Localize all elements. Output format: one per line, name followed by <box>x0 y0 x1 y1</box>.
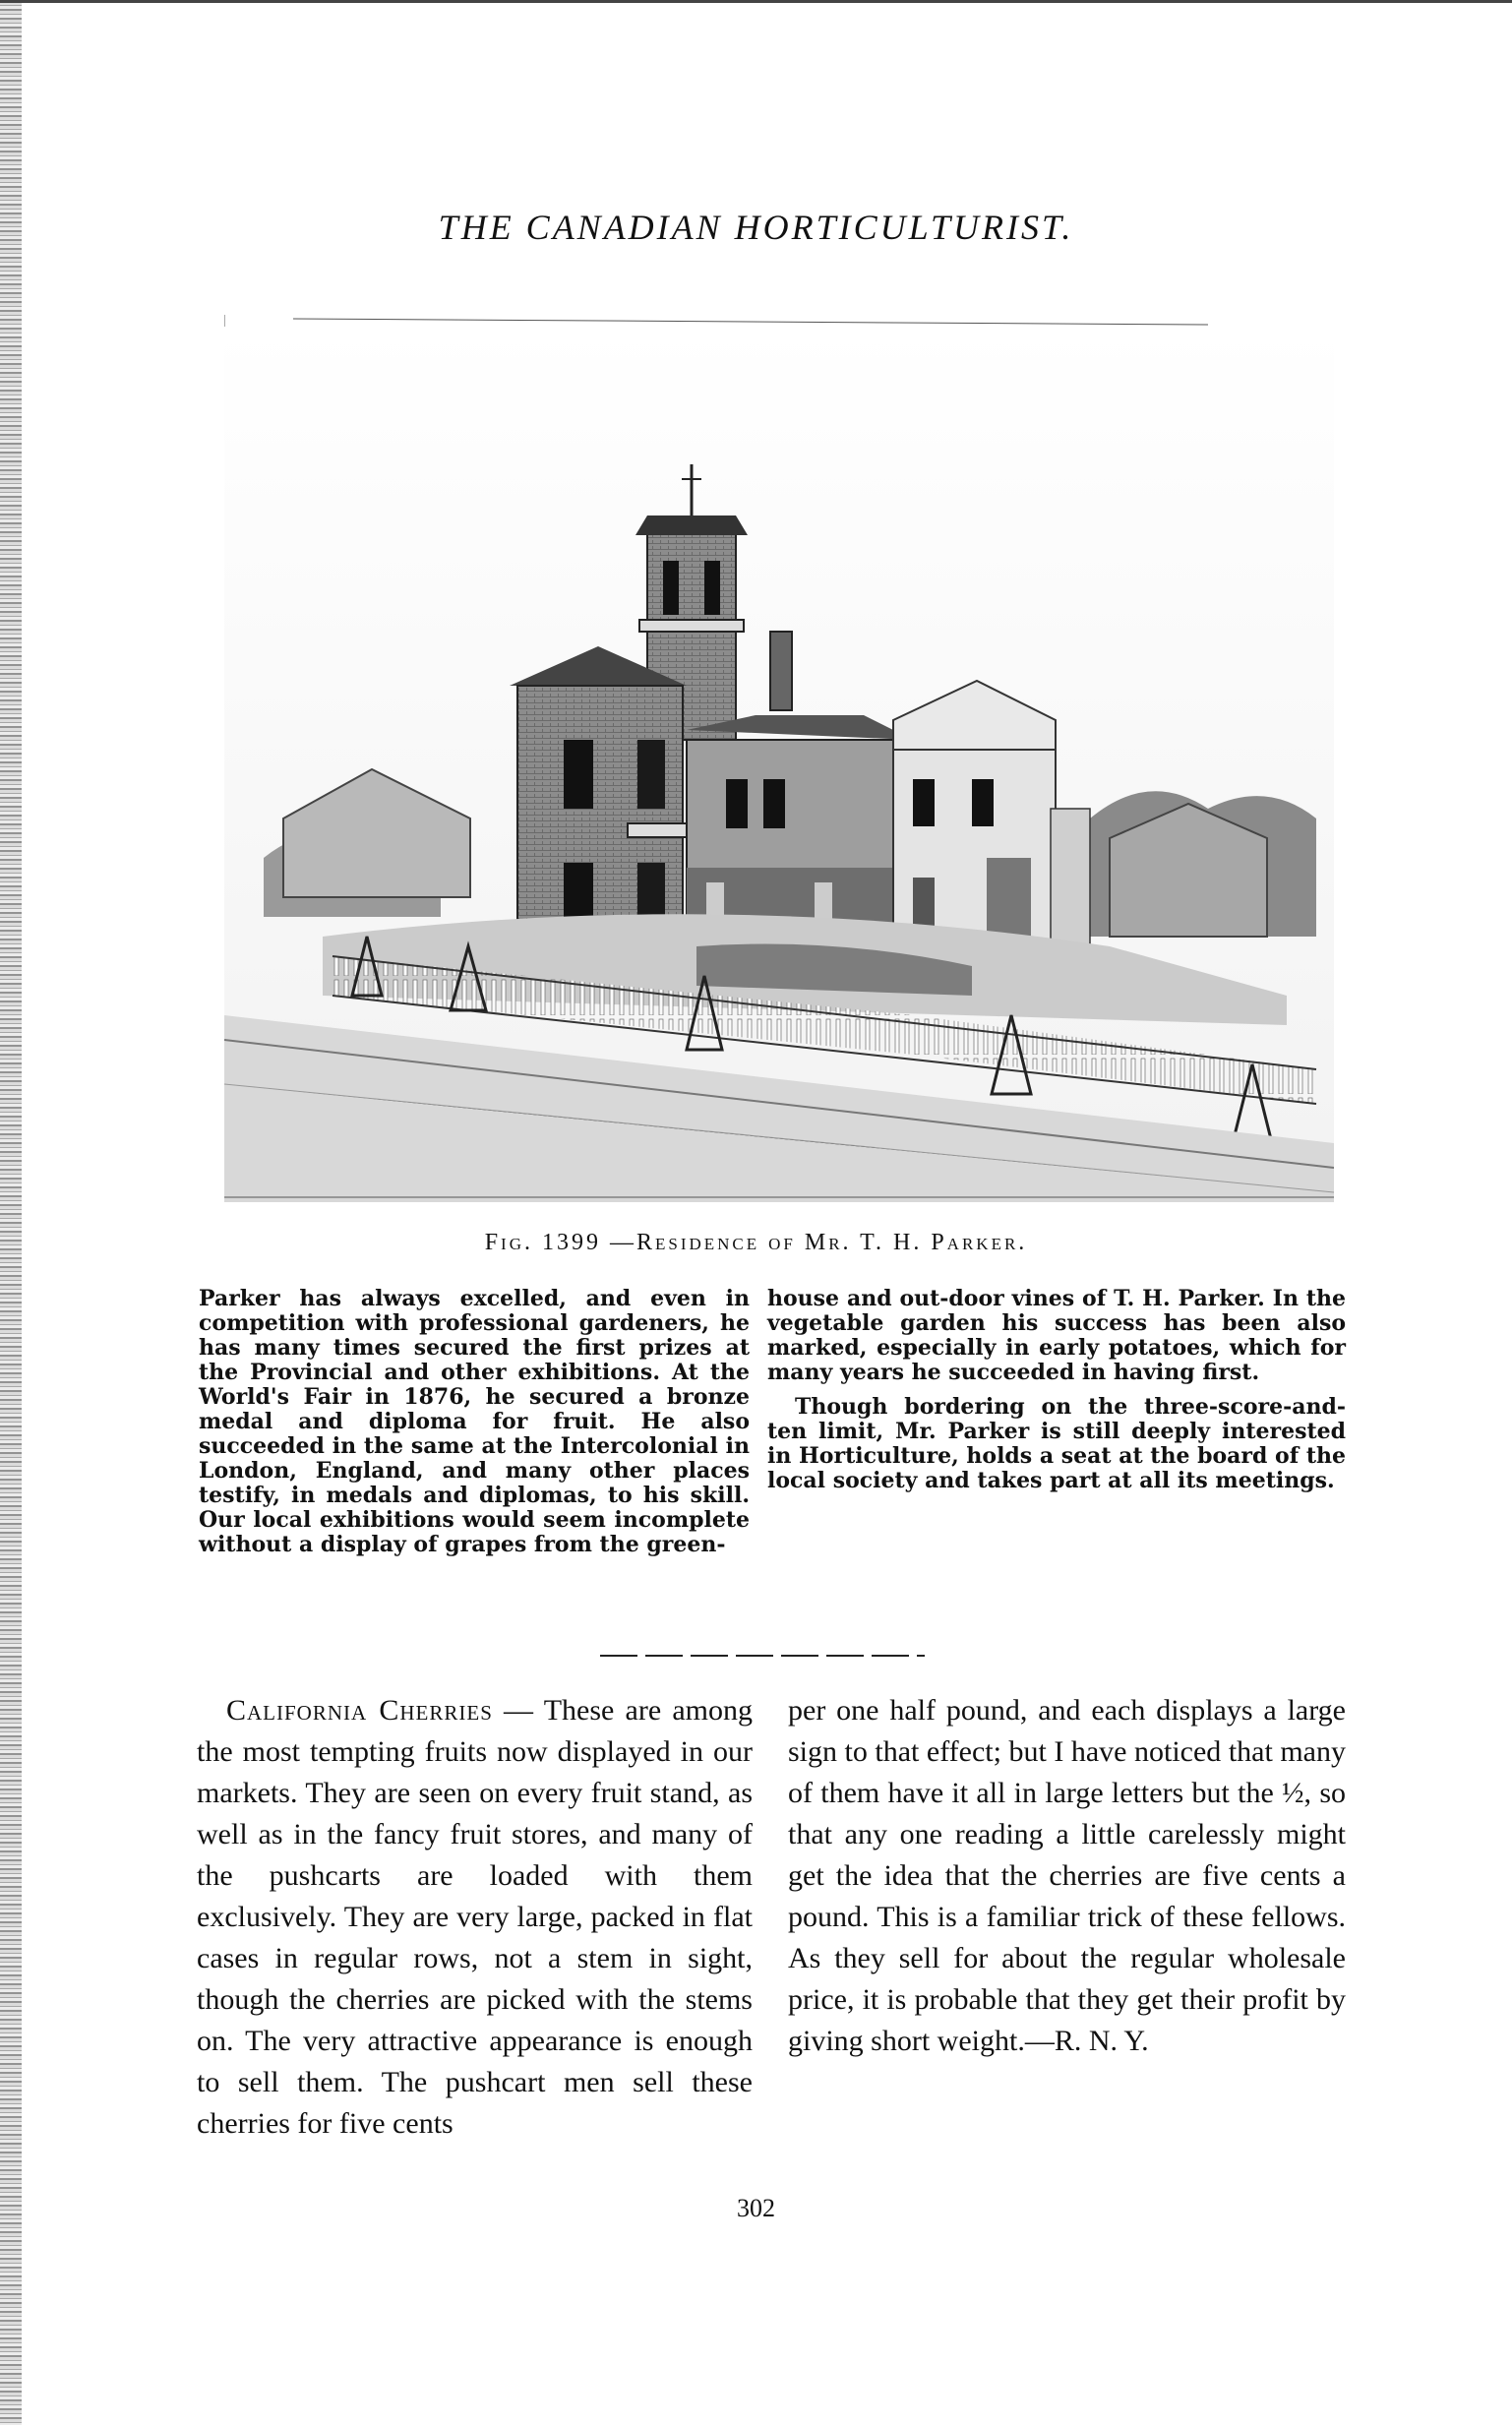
article2-paragraph: per one half pound, and each displays a large sign to that effect; but I have noticed that many of them have it all in large letters but the ½, so that any one reading a little carelessly might get the idea that the cherries are five cents a pound. This is a familiar trick of these fellows. As they sell for about the regular wholesale price, it is probable that they get their profit by giving short weight.—R. N. Y. <box>788 1694 1346 2057</box>
article1-paragraph: Parker has always excelled, and even in competition with professional gardeners, he has many times secured the first prizes at the Provincial and other exhibitions. At the World's Fair in 1876, he secured a bronze medal and diploma for fruit. He also succeeded in the same at the Intercolonial in London, England, and many other places testify, in medals and diplomas, to his skill. Our local exhibitions would seem incomplete without a display of grapes from the green- <box>199 1286 750 1557</box>
article1-paragraph: Though bordering on the three-score-and-ten limit, Mr. Parker is still deeply interested in Horticulture, holds a seat at the board of the local society and takes part at all its meetings. <box>767 1394 1347 1493</box>
page-number: 302 <box>737 2194 775 2222</box>
running-header: THE CANADIAN HORTICULTURIST. <box>438 208 1074 247</box>
article1-right-column <box>767 1287 1346 1503</box>
article1-paragraph: house and out-door vines of T. H. Parker. In the vegetable garden his success has been also marked, especially in early potatoes, which for many years he succeeded in having first. <box>767 1286 1346 1385</box>
residence-photograph <box>224 307 1334 1202</box>
scan-gutter <box>0 0 22 2425</box>
figure-caption: Fig. 1399 —Residence of Mr. T. H. Parker. <box>484 1230 1028 1255</box>
article2-paragraph <box>197 1690 753 2145</box>
article2-heading: California Cherries <box>226 1694 493 1727</box>
scan-top-edge <box>0 0 1512 6</box>
article2-right-column <box>788 1690 1346 2062</box>
section-divider <box>600 1655 925 1657</box>
article2-body: — These are among the most tempting fruits now displayed in our markets. They are seen on every fruit stand, as well as in the fancy fruit stores, and many of the pushcarts are loaded with them exclusively. They are very large, packed in flat cases in regular rows, not a stem in sight, though the cherries are picked with the stems on. The very attractive appearance is enough to sell them. The pushcart men sell these cherries for five cents <box>197 1694 753 2140</box>
article1-left-column <box>199 1287 750 1567</box>
article2-left-column <box>197 1690 753 2145</box>
